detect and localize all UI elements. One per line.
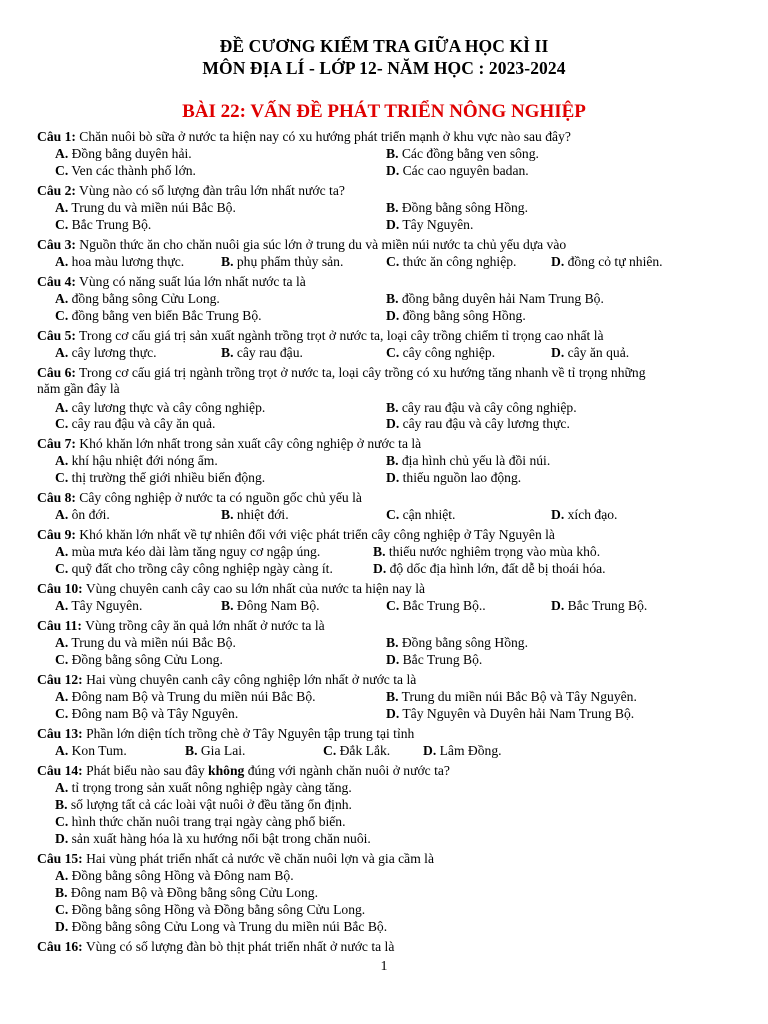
question-5: Câu 5: Trong cơ cấu giá trị sản xuất ngành trồng trọt ở nước ta, loại cây trồng chiếm tỉ trọng cao nhất là xyxy=(37,328,604,343)
option: C. thị trường thế giới nhiều biến động. xyxy=(55,470,266,485)
option: C. Đông nam Bộ và Tây Nguyên. xyxy=(55,706,239,721)
option: C. cây rau đậu và cây ăn quả. xyxy=(55,416,216,431)
question-6: Câu 6: Trong cơ cấu giá trị ngành trồng trọt ở nước ta, loại cây trồng có xu hướng tăng nhanh về tỉ trọng những xyxy=(37,365,646,380)
option: C. hình thức chăn nuôi trang trại ngày càng phổ biến. xyxy=(55,814,346,829)
question-14: Câu 14: Phát biểu nào sau đây không đúng với ngành chăn nuôi ở nước ta? xyxy=(37,763,450,778)
option: B. Đồng bằng sông Hồng. xyxy=(386,200,528,215)
option: B. cây rau đậu và cây công nghiệp. xyxy=(386,400,577,415)
question-12: Câu 12: Hai vùng chuyên canh cây công nghiệp lớn nhất ở nước ta là xyxy=(37,672,417,687)
option: B. phụ phẩm thủy sản. xyxy=(221,254,344,269)
option: B. Đồng bằng sông Hồng. xyxy=(386,635,528,650)
option: D. Tây Nguyên. xyxy=(386,217,474,232)
option: C. Đồng bằng sông Cửu Long. xyxy=(55,652,223,667)
question-3: Câu 3: Nguồn thức ăn cho chăn nuôi gia súc lớn ở trung du và miền núi nước ta chủ yếu dựa vào xyxy=(37,237,567,252)
option: C. cây công nghiệp. xyxy=(386,345,496,360)
question-4: Câu 4: Vùng có năng suất lúa lớn nhất nước ta là xyxy=(37,274,306,289)
option: A. Đông nam Bộ và Trung du miền núi Bắc Bộ. xyxy=(55,689,316,704)
lesson-title: BÀI 22: VẤN ĐỀ PHÁT TRIỂN NÔNG NGHIỆP xyxy=(182,101,586,122)
option: B. Các đồng bằng ven sông. xyxy=(386,146,539,161)
option: D. Các cao nguyên badan. xyxy=(386,163,529,178)
option: A. mùa mưa kéo dài làm tăng nguy cơ ngập úng. xyxy=(55,544,321,559)
question-16: Câu 16: Vùng có số lượng đàn bò thịt phát triển nhất ở nước ta là xyxy=(37,939,395,954)
option: B. Trung du miền núi Bắc Bộ và Tây Nguyên. xyxy=(386,689,637,704)
option: D. đồng cỏ tự nhiên. xyxy=(551,254,663,269)
question-7: Câu 7: Khó khăn lớn nhất trong sản xuất cây công nghiệp ở nước ta là xyxy=(37,436,422,451)
option: C. Bắc Trung Bộ. xyxy=(55,217,152,232)
option: A. Kon Tum. xyxy=(55,743,127,758)
question-10: Câu 10: Vùng chuyên canh cây cao su lớn nhất của nước ta hiện nay là xyxy=(37,581,426,596)
option: A. đồng bằng sông Cửu Long. xyxy=(55,291,220,306)
option: A. Đồng bằng sông Hồng và Đông nam Bộ. xyxy=(55,868,294,883)
option: A. ôn đới. xyxy=(55,507,110,522)
option: C. thức ăn công nghiệp. xyxy=(386,254,517,269)
option: D. cây ăn quả. xyxy=(551,345,630,360)
option: A. Đồng bằng duyên hải. xyxy=(55,146,192,161)
option: A. Trung du và miền núi Bắc Bộ. xyxy=(55,200,236,215)
option: B. thiếu nước nghiêm trọng vào mùa khô. xyxy=(373,544,601,559)
document-subtitle: MÔN ĐỊA LÍ - LỚP 12- NĂM HỌC : 2023-2024 xyxy=(202,58,566,78)
option: A. cây lương thực và cây công nghiệp. xyxy=(55,400,266,415)
option: C. cận nhiệt. xyxy=(386,507,456,522)
option: C. Ven các thành phố lớn. xyxy=(55,163,196,178)
option: D. Lâm Đồng. xyxy=(423,743,502,758)
option: D. Tây Nguyên và Duyên hải Nam Trung Bộ. xyxy=(386,706,635,721)
option: A. cây lương thực. xyxy=(55,345,157,360)
question-13: Câu 13: Phần lớn diện tích trồng chè ở Tây Nguyên tập trung tại tỉnh xyxy=(37,726,415,741)
question-11: Câu 11: Vùng trồng cây ăn quả lớn nhất ở nước ta là xyxy=(37,618,325,633)
option: D. cây rau đậu và cây lương thực. xyxy=(386,416,570,431)
question-2: Câu 2: Vùng nào có số lượng đàn trâu lớn nhất nước ta? xyxy=(37,183,345,198)
option: D. thiếu nguồn lao động. xyxy=(386,470,522,485)
option: A. Tây Nguyên. xyxy=(55,598,143,613)
option: D. đồng bằng sông Hồng. xyxy=(386,308,526,323)
option: C. Đắk Lắk. xyxy=(323,743,391,758)
option: B. đồng bằng duyên hải Nam Trung Bộ. xyxy=(386,291,604,306)
option: A. hoa màu lương thực. xyxy=(55,254,185,269)
option: D. sản xuất hàng hóa là xu hướng nổi bật trong chăn nuôi. xyxy=(55,831,371,846)
option: B. cây rau đậu. xyxy=(221,345,303,360)
page-number: 1 xyxy=(380,959,388,974)
option: B. Gia Lai. xyxy=(185,743,246,758)
option: C. quỹ đất cho trồng cây công nghiệp ngày càng ít. xyxy=(55,561,333,576)
question-9: Câu 9: Khó khăn lớn nhất về tự nhiên đối với việc phát triển cây công nghiệp ở Tây Nguyên là xyxy=(37,527,555,542)
question-6-continued: năm gần đây là xyxy=(37,381,120,396)
option: C. đồng bằng ven biển Bắc Trung Bộ. xyxy=(55,308,262,323)
option: A. khí hậu nhiệt đới nóng ẩm. xyxy=(55,453,218,468)
option: B. nhiệt đới. xyxy=(221,507,289,522)
option: D. Bắc Trung Bộ. xyxy=(386,652,483,667)
option: B. Đông nam Bộ và Đồng bằng sông Cửu Long. xyxy=(55,885,318,900)
option: D. độ dốc địa hình lớn, đất dễ bị thoái hóa. xyxy=(373,561,606,576)
option: A. Trung du và miền núi Bắc Bộ. xyxy=(55,635,236,650)
option: D. xích đạo. xyxy=(551,507,618,522)
option: B. Đông Nam Bộ. xyxy=(221,598,320,613)
option: C. Bắc Trung Bộ.. xyxy=(386,598,486,613)
question-8: Câu 8: Cây công nghiệp ở nước ta có nguồn gốc chủ yếu là xyxy=(37,490,362,505)
option: A. tỉ trọng trong sản xuất nông nghiệp ngày càng tăng. xyxy=(55,780,352,795)
option: C. Đồng bằng sông Hồng và Đồng bằng sông Cửu Long. xyxy=(55,902,366,917)
option: D. Đồng bằng sông Cửu Long và Trung du miền núi Bắc Bộ. xyxy=(55,919,388,934)
question-1: Câu 1: Chăn nuôi bò sữa ở nước ta hiện nay có xu hướng phát triển mạnh ở khu vực nào sau đây? xyxy=(37,129,571,144)
option: B. số lượng tất cả các loài vật nuôi ở đều tăng ổn định. xyxy=(55,797,352,812)
document-title: ĐỀ CƯƠNG KIỂM TRA GIỮA HỌC KÌ II xyxy=(219,36,549,56)
question-15: Câu 15: Hai vùng phát triển nhất cả nước về chăn nuôi lợn và gia cầm là xyxy=(37,851,434,866)
option: D. Bắc Trung Bộ. xyxy=(551,598,648,613)
option: B. địa hình chủ yếu là đồi núi. xyxy=(386,453,551,468)
